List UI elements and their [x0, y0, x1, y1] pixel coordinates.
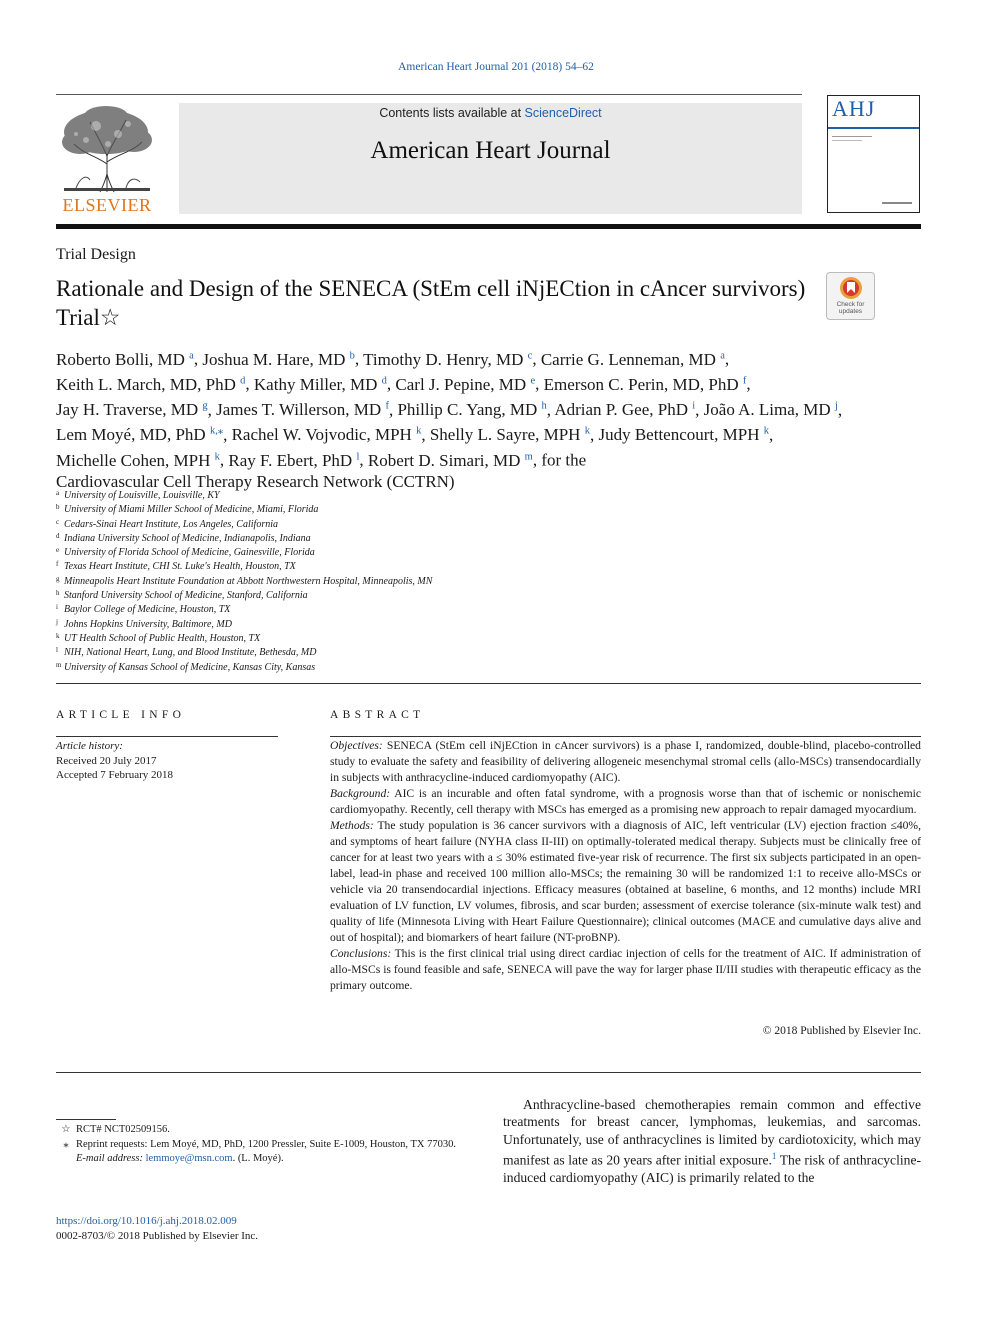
section-label: Trial Design	[56, 246, 136, 263]
affiliation: c Cedars-Sinai Heart Institute, Los Angeles, California	[56, 517, 278, 530]
received-date: Received 20 July 2017	[56, 754, 157, 767]
abstract-objectives: Objectives: SENECA (StEm cell iNjECtion in cAncer survivors) is a phase I, randomized, double-blind, placebo-controlled study to evaluate the safety and feasibility of delivering allogeneic mesenchymal stromal cells (allo-MSCs) transendocardially in subjects with anthracycline-induced cardiomyopathy (AIC).	[330, 739, 921, 784]
author[interactable]: Jay H. Traverse, MD $^g$	[56, 400, 208, 420]
author[interactable]: Roberto Bolli, MD $^a$	[56, 349, 194, 369]
affiliation: j Johns Hopkins University, Baltimore, MD	[56, 617, 232, 630]
email-link[interactable]: lemmoye@msn.com	[145, 1153, 233, 1164]
author[interactable]: Shelly L. Sayre, MPH $^k$	[429, 425, 590, 445]
author[interactable]: João A. Lima, MD $^j$	[703, 400, 838, 420]
author[interactable]: Judy Bettencourt, MPH $^k$	[598, 425, 769, 445]
author[interactable]: Lem Moyé, MD, PhD $^{k,⁎}$	[56, 425, 224, 445]
article-title: Rationale and Design of the SENECA (StEm cell iNjECtion in cAncer survivors) Trial☆	[56, 276, 806, 330]
author[interactable]: Carl J. Pepine, MD $^e$	[395, 374, 536, 394]
footnote-reprint: ⁎ Reprint requests: Lem Moyé, MD, PhD, 1200 Pressler, Suite E-1009, Houston, TX 77030.	[63, 1138, 456, 1150]
abstract-conclusions: Conclusions: This is the first clinical trial using direct cardiac injection of cells for the treatment of AIC. If administration of allo-MSCs is found feasible and safe, SENECA will pave the way for larger phase II/III studies with therapeutic efficacy as the primary outcome.	[330, 947, 921, 992]
sciencedirect-link[interactable]: ScienceDirect	[524, 106, 602, 120]
author[interactable]: Adrian P. Gee, PhD $^i$	[554, 400, 696, 420]
affiliation: f Texas Heart Institute, CHI St. Luke's Health, Houston, TX	[56, 560, 296, 573]
footnote-rct: ☆ RCT# NCT02509156.	[61, 1124, 170, 1135]
accepted-date: Accepted 7 February 2018	[56, 769, 173, 782]
masthead	[179, 103, 802, 214]
abstract-copyright: © 2018 Published by Elsevier Inc.	[762, 1025, 921, 1037]
body-intro-paragraph: Anthracycline-based chemotherapies remain common and effective treatments for breast cancer, lymphomas, leukemias, and sarcomas. Unfortunately, use of anthracyclines is limited by cardiotoxicity, which may manifest as late as 20 years after initial exposure.$^1$ The risk of anthracycline-induced cardiomyopathy (AIC) is primarily related to the	[503, 1097, 922, 1186]
affiliation: e University of Florida School of Medicine, Gainesville, Florida	[56, 546, 315, 559]
abstract-body	[330, 738, 921, 994]
cover-rule	[828, 127, 919, 129]
reference-1-link[interactable]: 1	[771, 1151, 777, 1162]
author[interactable]: Robert D. Simari, MD $^m$	[367, 450, 533, 470]
check-updates-label: Check for updates	[836, 301, 865, 315]
journal-name[interactable]: American Heart Journal	[370, 137, 611, 164]
author[interactable]: Phillip C. Yang, MD $^h$	[397, 400, 547, 420]
journal-cover[interactable]	[827, 95, 920, 213]
author[interactable]: Kathy Miller, MD $^d$	[253, 374, 387, 394]
affiliation: m University of Kansas School of Medicine, Kansas City, Kansas	[56, 660, 316, 673]
abstract-heading: ABSTRACT	[330, 709, 425, 721]
author[interactable]: Joshua M. Hare, MD $^b$	[202, 349, 355, 369]
author[interactable]: Carrie G. Lenneman, MD $^a$	[540, 349, 725, 369]
affiliation: i Baylor College of Medicine, Houston, TX	[56, 603, 231, 616]
contents-line	[179, 106, 802, 120]
author-list: Roberto Bolli, MD $^a$, Joshua M. Hare, MD $^b$, Timothy D. Henry, MD $^c$, Carrie G. Lenneman, MD $^a$, Keith L. March, MD, PhD $^d$, Kathy Miller, MD $^d$, Carl J. Pepine, MD $^e$, Emerson C. Perin, MD, PhD $^f$, Jay H. Traverse, MD $^g$, James T. Willerson, MD $^f$, Phillip C. Yang, MD $^h$, Adrian P. Gee, PhD $^i$, João A. Lima, MD $^j$, Lem Moyé, MD, PhD $^{k,⁎}$, Rachel W. Vojvodic, MPH $^k$, Shelly L. Sayre, MPH $^k$, Judy Bettencourt, MPH $^k$, Michelle Cohen, MPH $^k$, Ray F. Ebert, PhD $^l$, Robert D. Simari, MD $^m$, for the Cardiovascular Cell Therapy Research Network (CCTRN)	[56, 349, 843, 492]
footnote-rule	[56, 1119, 116, 1120]
article-info-rule	[56, 736, 278, 737]
doi-block	[56, 1214, 258, 1244]
top-rule	[56, 94, 802, 95]
contents-prefix: Contents lists available at	[379, 106, 525, 120]
footnote-email: E-mail address: lemmoye@msn.com. (L. Moyé).	[76, 1153, 284, 1164]
footnotes	[56, 1123, 476, 1167]
author[interactable]: Emerson C. Perin, MD, PhD $^f$	[543, 374, 747, 394]
section-rule	[56, 683, 921, 684]
history-label: Article history:	[56, 740, 123, 752]
affiliation: a University of Louisville, Louisville, KY	[56, 489, 220, 501]
affiliation: k UT Health School of Public Health, Houston, TX	[56, 631, 261, 644]
tree-icon	[56, 104, 158, 194]
header-thick-rule	[56, 224, 921, 229]
cover-text-lines-icon	[832, 134, 916, 210]
affiliation: b University of Miami Miller School of Medicine, Miami, Florida	[56, 503, 319, 516]
article-info-heading: ARTICLE INFO	[56, 709, 186, 721]
author[interactable]: Keith L. March, MD, PhD $^d$	[56, 374, 246, 394]
doi-link[interactable]: https://doi.org/10.1016/j.ahj.2018.02.009	[56, 1215, 237, 1227]
check-for-updates-button[interactable]	[826, 272, 875, 320]
abstract-rule	[330, 736, 921, 737]
affiliation: l NIH, National Heart, Lung, and Blood Institute, Bethesda, MD	[56, 646, 317, 659]
abstract-bottom-rule	[56, 1072, 921, 1073]
article-history	[56, 739, 173, 783]
cover-title: AHJ	[832, 96, 876, 121]
affiliation: d Indiana University School of Medicine, Indianapolis, Indiana	[56, 531, 311, 544]
author[interactable]: Timothy D. Henry, MD $^c$	[363, 349, 533, 369]
author[interactable]: Michelle Cohen, MPH $^k$	[56, 450, 220, 470]
issn-line: 0002-8703/© 2018 Published by Elsevier Inc.	[56, 1230, 259, 1242]
author[interactable]: James T. Willerson, MD $^f$	[216, 400, 389, 420]
running-head[interactable]: American Heart Journal 201 (2018) 54–62	[398, 61, 594, 73]
affiliation: h Stanford University School of Medicine, Stanford, California	[56, 589, 308, 602]
affiliations	[56, 486, 656, 672]
group-for-the: for the	[541, 450, 587, 470]
author[interactable]: Ray F. Ebert, PhD $^l$	[228, 450, 360, 470]
abstract-methods: Methods: The study population is 36 cancer survivors with a diagnosis of AIC, left ventricular (LV) ejection fraction ≤40%, and symptoms of heart failure (NYHA class II-III) on optimally-tolerated medical therapy. Subjects must be clinically free of cancer for at least two years with a ≤ 30% estimated five-year risk of recurrence. The first six subjects participated in an open-label, lead-in phase and received 100 million allo-MSCs; the remaining 30 will be randomized 1:1 to receive allo-MSCs or vehicle via 20 transendocardial injections. Efficacy measures (obtained at baseline, 6 months, and 12 months) include MRI evaluation of LV function, LV volumes, fibrosis, and scar burden; assessment of exercise tolerance (six-minute walk test) and quality of life (Minnesota Living with Heart Failure Questionnaire); clinical outcomes (MACE and cumulative days alive and out of hospital); and biomarkers of heart failure (NT-proBNP).	[330, 819, 921, 944]
research-group: Cardiovascular Cell Therapy Research Network (CCTRN)	[56, 472, 455, 492]
affiliation: g Minneapolis Heart Institute Foundation at Abbott Northwestern Hospital, Minneapolis, MN	[56, 574, 433, 587]
author[interactable]: Rachel W. Vojvodic, MPH $^k$	[231, 425, 422, 445]
abstract-background: Background: AIC is an incurable and often fatal syndrome, with a prognosis worse than that of ischemic or nonischemic cardiomyopathy. Recently, cell therapy with MSCs has emerged as a promising new approach to repair damaged myocardium.	[330, 787, 922, 816]
elsevier-wordmark: ELSEVIER	[62, 195, 152, 215]
check-updates-icon	[839, 276, 863, 300]
